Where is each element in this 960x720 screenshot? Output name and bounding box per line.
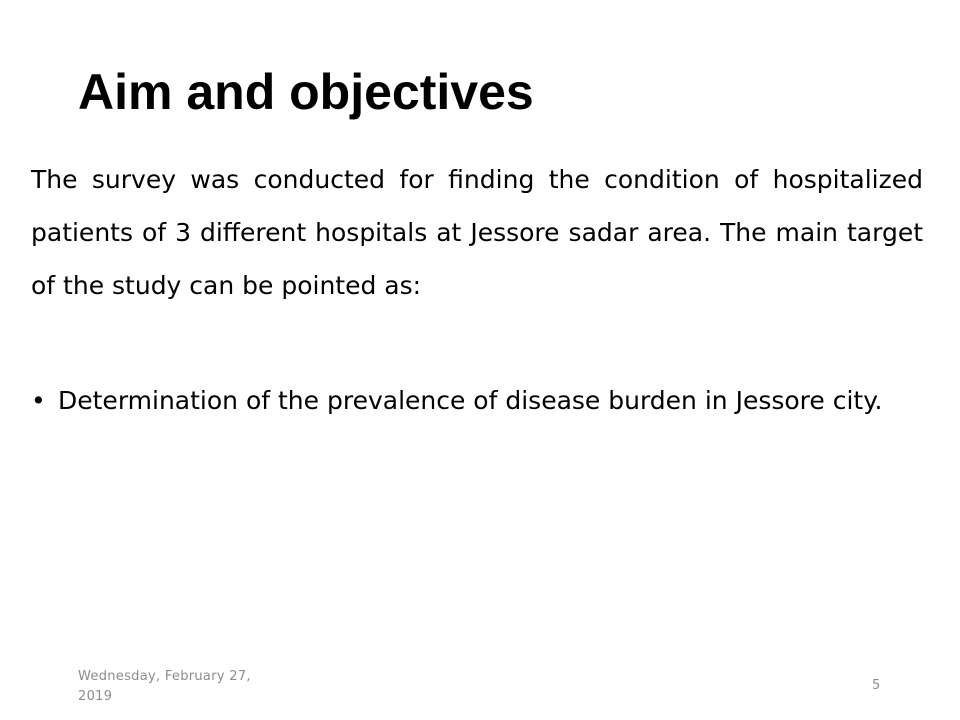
footer-date: Wednesday, February 27, 2019 (78, 669, 251, 704)
objective-text: Determination of the prevalence of disease burden in Jessore city. (58, 386, 883, 415)
slide-title: Aim and objectives (78, 64, 534, 120)
objectives-list (31, 374, 923, 427)
list-item (31, 374, 923, 427)
bullet-icon: • (31, 386, 46, 415)
page-number: 5 (872, 678, 881, 693)
intro-paragraph: The survey was conducted for finding the condition of hospitalized patients of 3 different hospitals at Jessore sadar area. The main target of the study can be pointed as: (31, 165, 923, 300)
